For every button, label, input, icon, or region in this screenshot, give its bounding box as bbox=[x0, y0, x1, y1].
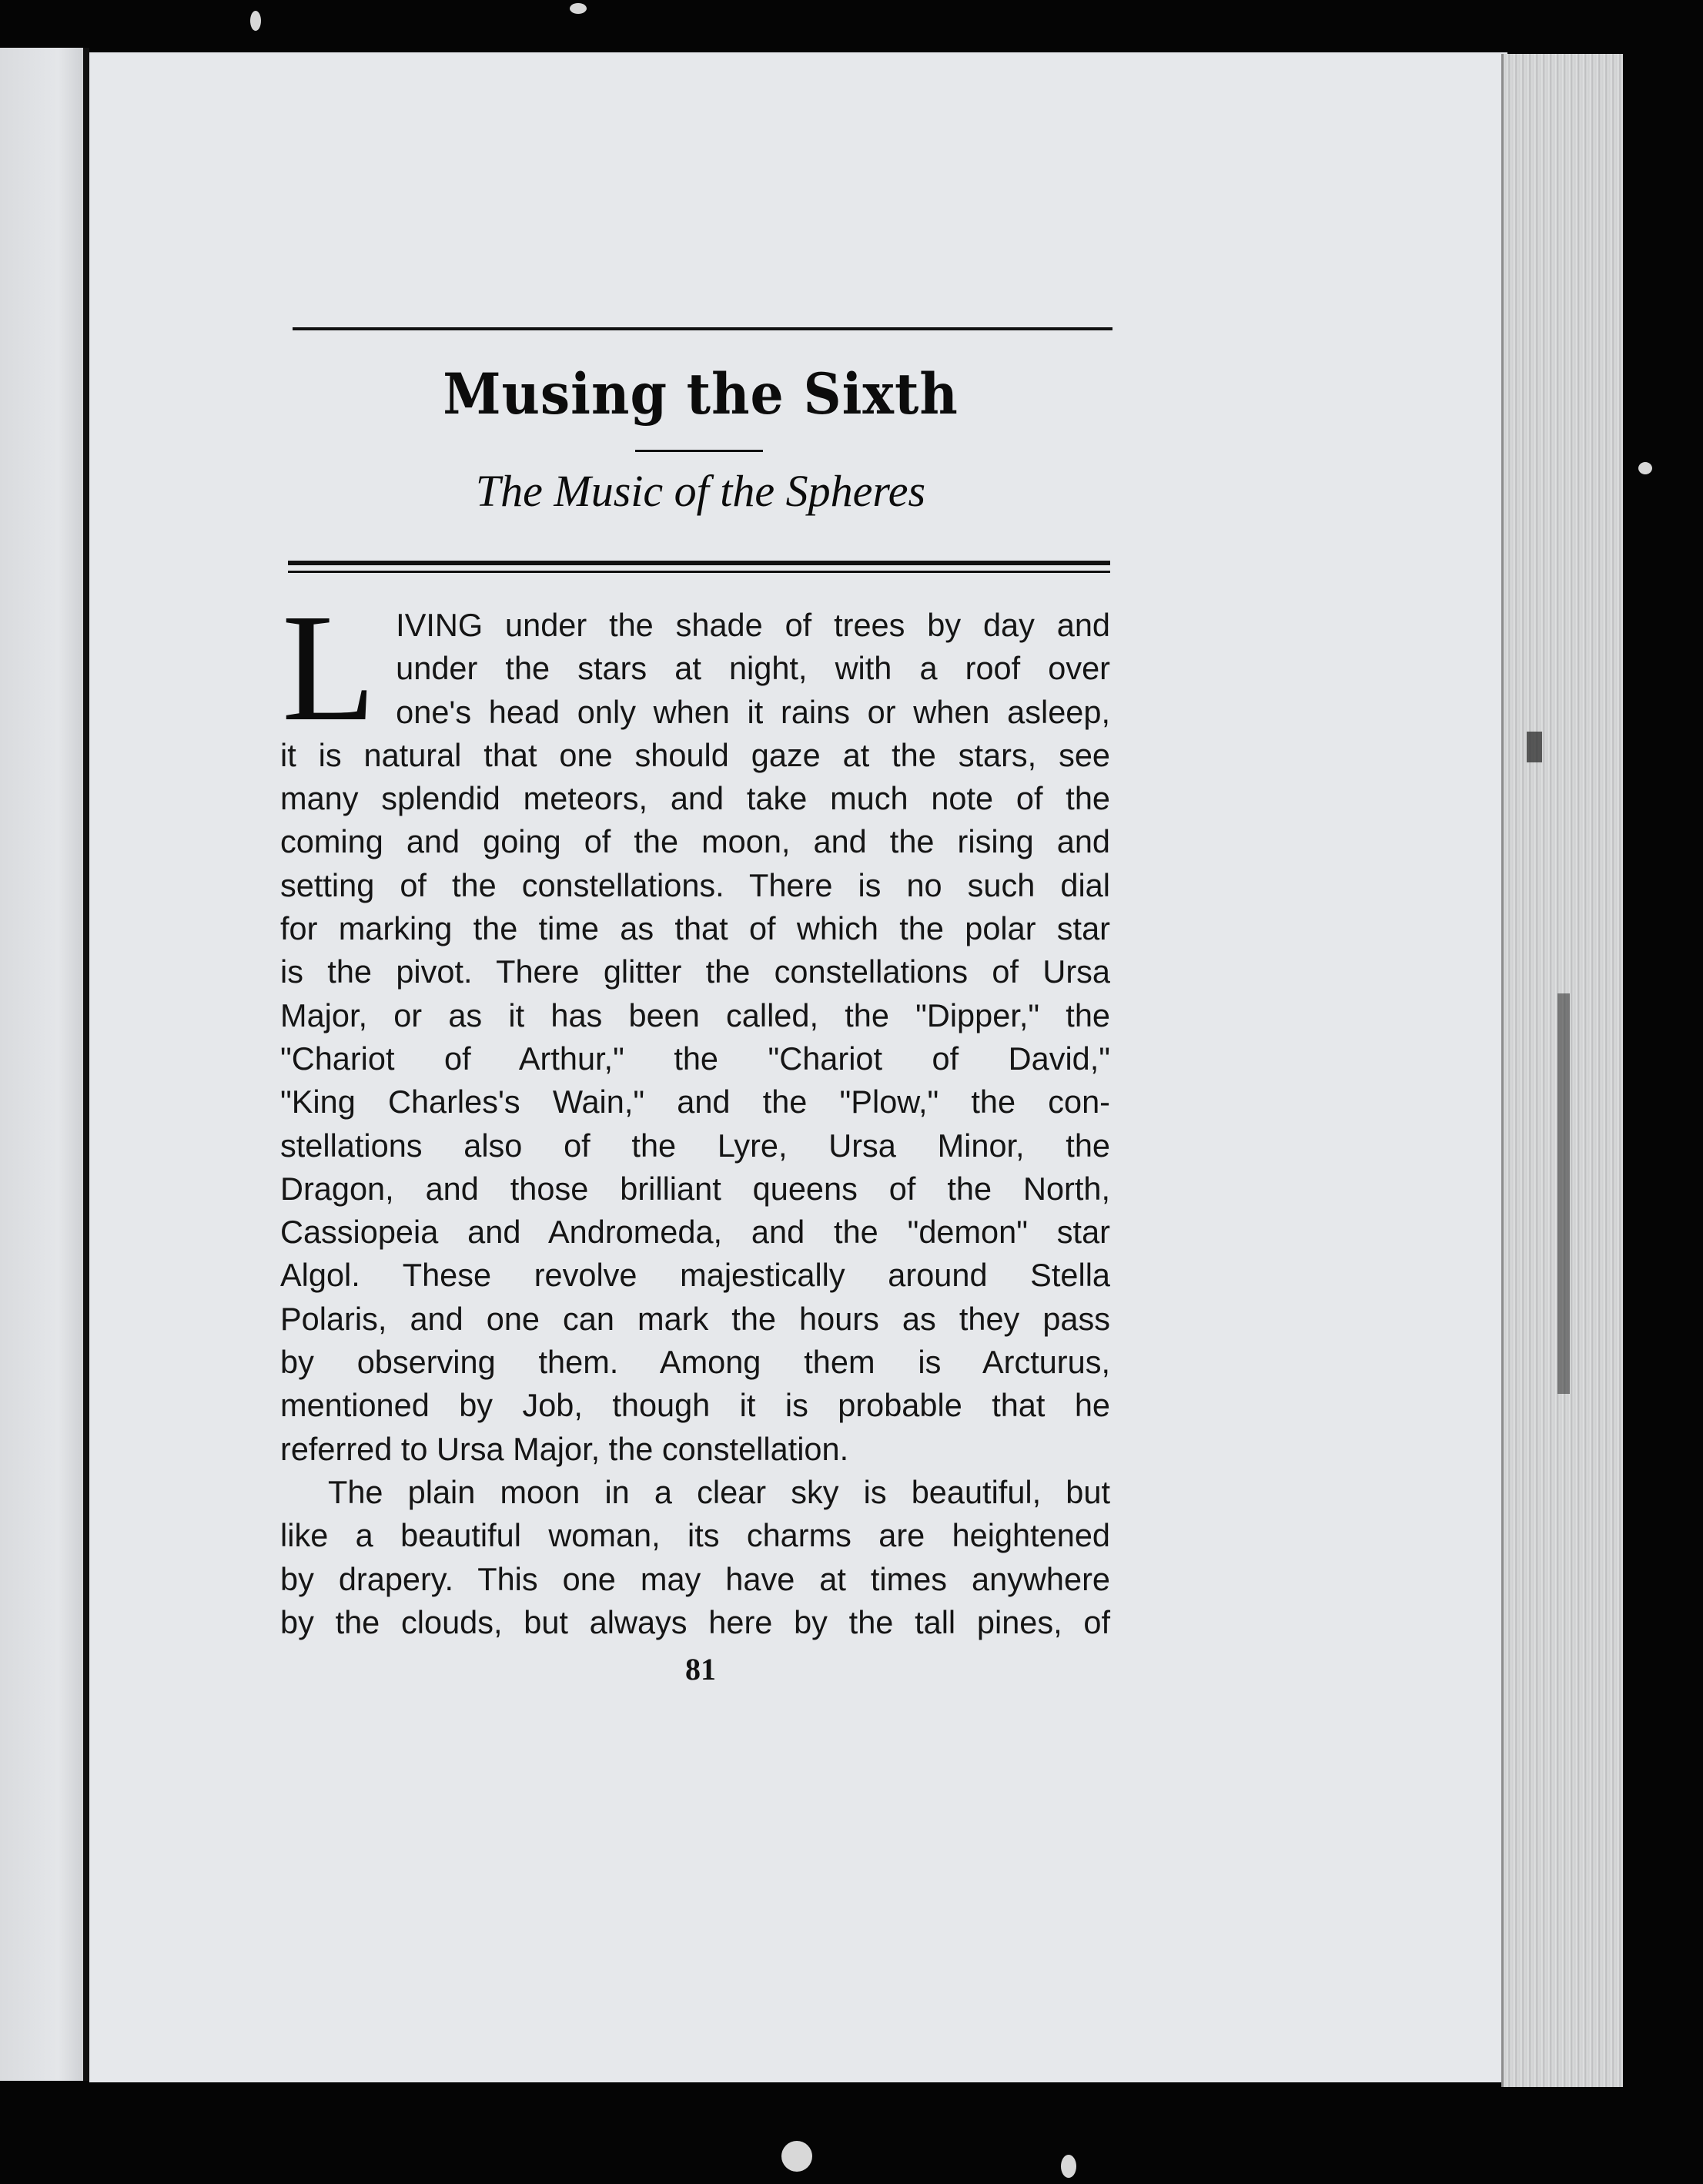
text-line: by observing them. Among them is Arcturus, bbox=[280, 1344, 1110, 1381]
scan-speck bbox=[250, 11, 261, 31]
text-line: like a beautiful woman, its charms are heightened bbox=[280, 1517, 1110, 1554]
paragraph-2 bbox=[280, 1471, 1110, 1644]
book-fore-edge bbox=[1501, 54, 1623, 2087]
double-rule-bottom bbox=[288, 571, 1110, 573]
paragraph-1 bbox=[280, 583, 1110, 1471]
text-line: many splendid meteors, and take much note of the bbox=[280, 780, 1110, 817]
text-line: it is natural that one should gaze at the stars, see bbox=[280, 736, 1110, 773]
text-line: stellations also of the Lyre, Ursa Minor, the bbox=[280, 1127, 1110, 1164]
text-line: by the clouds, but always here by the tall pines, of bbox=[280, 1603, 1110, 1640]
text-line: by drapery. This one may have at times anywhere bbox=[280, 1560, 1110, 1597]
text-line: mentioned by Job, though it is probable that he bbox=[280, 1387, 1110, 1424]
text-line: Major, or as it has been called, the "Dipper," the bbox=[280, 997, 1110, 1033]
chapter-title: Musing the Sixth bbox=[443, 360, 959, 428]
text-line: setting of the constellations. There is no such dial bbox=[280, 866, 1110, 903]
text-line: is the pivot. There glitter the constellations of Ursa bbox=[280, 953, 1110, 990]
page-number: 81 bbox=[685, 1652, 716, 1687]
body-text bbox=[280, 583, 1110, 1644]
top-rule bbox=[293, 327, 1112, 330]
text-line: Polaris, and one can mark the hours as they pass bbox=[280, 1300, 1110, 1337]
drop-cap: L bbox=[282, 583, 376, 753]
text-line: "King Charles's Wain," and the "Plow," the con- bbox=[280, 1084, 1110, 1120]
text-line: "Chariot of Arthur," the "Chariot of David," bbox=[280, 1040, 1110, 1077]
text-line: one's head only when it rains or when asleep, bbox=[396, 693, 1110, 730]
scan-speck bbox=[1638, 462, 1652, 474]
text-line: referred to Ursa Major, the constellation. bbox=[280, 1430, 849, 1467]
double-rule-top bbox=[288, 561, 1110, 565]
text-line: The plain moon in a clear sky is beautiful, but bbox=[328, 1473, 1110, 1510]
edge-mark bbox=[1557, 993, 1570, 1394]
text-line: IVING under the shade of trees by day and bbox=[396, 607, 1110, 643]
title-divider bbox=[635, 450, 763, 452]
chapter-subtitle: The Music of the Spheres bbox=[475, 466, 926, 516]
text-line: for marking the time as that of which the polar star bbox=[280, 910, 1110, 947]
text-line: Cassiopeia and Andromeda, and the "demon" star bbox=[280, 1214, 1110, 1251]
text-line: under the stars at night, with a roof over bbox=[396, 650, 1110, 687]
edge-mark bbox=[1527, 732, 1542, 762]
scan-speck bbox=[1061, 2155, 1076, 2178]
text-line: coming and going of the moon, and the rising and bbox=[280, 823, 1110, 860]
text-line: Algol. These revolve majestically around Stella bbox=[280, 1257, 1110, 1294]
scan-speck bbox=[570, 3, 587, 14]
text-line: Dragon, and those brilliant queens of the North, bbox=[280, 1170, 1110, 1207]
left-page-edge bbox=[0, 48, 89, 2081]
scan-speck bbox=[781, 2141, 812, 2172]
